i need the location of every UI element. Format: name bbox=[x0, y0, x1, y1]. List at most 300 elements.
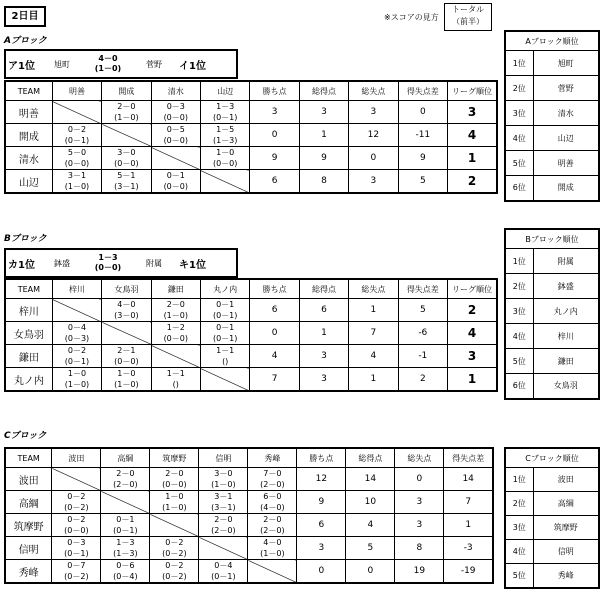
match-score-cell bbox=[52, 147, 101, 170]
match-score-cell bbox=[200, 299, 249, 322]
match-total: 0－4 bbox=[214, 561, 233, 570]
match-score-cell bbox=[52, 368, 101, 392]
team-name: 高綱 bbox=[5, 491, 52, 514]
stat-ga: 19 bbox=[395, 560, 444, 584]
match-half: (0－0) bbox=[163, 334, 188, 343]
standings-team: 鉢盛 bbox=[533, 274, 599, 299]
match-score-cell bbox=[199, 468, 248, 491]
match-total: 1－1 bbox=[216, 346, 235, 355]
match-score-cell bbox=[101, 514, 150, 537]
match-half: (1－0) bbox=[114, 113, 139, 122]
block-a-final bbox=[4, 49, 238, 79]
self-match-cell bbox=[102, 322, 151, 345]
team-name: 秀峰 bbox=[5, 560, 52, 584]
self-match-cell bbox=[151, 147, 200, 170]
a-final-team1: 旭町 bbox=[54, 59, 70, 69]
stat-pts: 3 bbox=[297, 537, 346, 560]
match-score-cell bbox=[101, 560, 150, 584]
match-score-cell bbox=[52, 491, 101, 514]
stat-gd: 5 bbox=[398, 170, 447, 194]
standings-team: 丸ノ内 bbox=[533, 299, 599, 324]
league-rank: 4 bbox=[448, 322, 497, 345]
a-header-4: 山辺 bbox=[200, 81, 249, 101]
match-total: 0－6 bbox=[116, 561, 135, 570]
match-half: (0－0) bbox=[163, 182, 188, 191]
a-header-0: TEAM bbox=[5, 81, 52, 101]
standings-team: 旭町 bbox=[533, 51, 599, 76]
stat-gd: -11 bbox=[398, 124, 447, 147]
standings-place: 2位 bbox=[505, 492, 533, 516]
match-total: 0－1 bbox=[216, 323, 235, 332]
stat-gf: 3 bbox=[299, 368, 348, 392]
self-match-cell bbox=[101, 491, 150, 514]
stat-gf: 0 bbox=[346, 560, 395, 584]
standings-row bbox=[505, 299, 599, 324]
stat-ga: 3 bbox=[395, 491, 444, 514]
stat-pts: 7 bbox=[250, 368, 299, 392]
self-match-cell bbox=[199, 537, 248, 560]
a-header-8: 得失点差 bbox=[398, 81, 447, 101]
match-half: (0－0) bbox=[162, 480, 187, 489]
stat-pts: 9 bbox=[250, 147, 299, 170]
stat-ga: 1 bbox=[349, 368, 398, 392]
stat-gf: 3 bbox=[299, 101, 348, 124]
table-row bbox=[5, 322, 497, 345]
match-total: 2－0 bbox=[165, 469, 184, 478]
a-pos1: ア1位 bbox=[8, 60, 35, 72]
match-score-cell bbox=[52, 124, 101, 147]
match-score-cell bbox=[248, 491, 297, 514]
match-half: (0－1) bbox=[212, 334, 238, 343]
match-total: 3－0 bbox=[214, 469, 233, 478]
match-half: () bbox=[172, 380, 179, 389]
match-half: (0－2) bbox=[64, 572, 89, 581]
match-total: 2－0 bbox=[116, 469, 135, 478]
league-rank: 4 bbox=[448, 124, 497, 147]
match-score-cell bbox=[199, 491, 248, 514]
score-note-total: トータル bbox=[452, 5, 484, 14]
self-match-cell bbox=[200, 170, 249, 194]
a-header-6: 総得点 bbox=[299, 81, 348, 101]
stat-pts: 0 bbox=[297, 560, 346, 584]
table-row bbox=[5, 468, 493, 491]
stat-ga: 3 bbox=[349, 101, 398, 124]
c-header-4: 信明 bbox=[199, 448, 248, 468]
stat-gf: 4 bbox=[346, 514, 395, 537]
stat-pts: 6 bbox=[250, 170, 299, 194]
score-note-half: （前半） bbox=[452, 17, 484, 26]
match-score-cell bbox=[102, 147, 151, 170]
match-total: 3－1 bbox=[67, 171, 87, 180]
match-half: (0－1) bbox=[64, 549, 89, 558]
table-row bbox=[5, 170, 497, 194]
standings-team: 信明 bbox=[533, 540, 599, 564]
match-total: 1－0 bbox=[67, 369, 87, 378]
block-a-title: Aブロック bbox=[4, 36, 47, 46]
table-row bbox=[5, 124, 497, 147]
team-name: 開成 bbox=[5, 124, 52, 147]
standings-row bbox=[505, 126, 599, 151]
match-total: 1－2 bbox=[166, 323, 185, 332]
table-row bbox=[5, 368, 497, 392]
match-half: (1－0) bbox=[114, 380, 139, 389]
score-note: ※スコアの見方 bbox=[384, 13, 439, 22]
standings-team: 高綱 bbox=[533, 492, 599, 516]
stat-gf: 1 bbox=[299, 124, 348, 147]
stat-gf: 3 bbox=[299, 345, 348, 368]
match-half: () bbox=[222, 357, 229, 366]
match-score-cell bbox=[102, 101, 151, 124]
stat-ga: 7 bbox=[349, 322, 398, 345]
match-score-cell bbox=[52, 560, 101, 584]
standings-place: 5位 bbox=[505, 564, 533, 589]
match-score-cell bbox=[102, 170, 151, 194]
self-match-cell bbox=[102, 124, 151, 147]
stat-pts: 3 bbox=[250, 101, 299, 124]
standings-place: 6位 bbox=[505, 374, 533, 399]
match-half: (0－0) bbox=[64, 159, 90, 168]
match-score-cell bbox=[248, 468, 297, 491]
b-header-0: TEAM bbox=[5, 279, 52, 299]
table-row bbox=[5, 560, 493, 584]
match-half: (1－0) bbox=[163, 311, 188, 320]
self-match-cell bbox=[151, 345, 200, 368]
match-score-cell bbox=[150, 537, 199, 560]
block-b-final bbox=[4, 248, 238, 278]
standings-row bbox=[505, 76, 599, 101]
a-final-team2: 菅野 bbox=[146, 59, 162, 69]
standings-team: 明善 bbox=[533, 151, 599, 176]
stat-gf: 5 bbox=[346, 537, 395, 560]
match-total: 0－7 bbox=[67, 561, 86, 570]
match-score-cell bbox=[102, 368, 151, 392]
match-half: (3－1) bbox=[114, 182, 139, 191]
stat-ga: 4 bbox=[349, 345, 398, 368]
team-name: 梓川 bbox=[5, 299, 52, 322]
self-match-cell bbox=[200, 368, 249, 392]
standings-title: Cブロック順位 bbox=[505, 448, 599, 468]
c-header-8: 総失点 bbox=[395, 448, 444, 468]
match-score-cell bbox=[102, 345, 151, 368]
b-pos2: キ1位 bbox=[179, 259, 206, 271]
match-total: 3－0 bbox=[117, 148, 136, 157]
match-total: 6－0 bbox=[263, 492, 282, 501]
standings-place: 4位 bbox=[505, 324, 533, 349]
match-half: (1－0) bbox=[64, 380, 90, 389]
block-b-standings bbox=[504, 228, 600, 400]
table-row bbox=[5, 345, 497, 368]
match-score-cell bbox=[52, 514, 101, 537]
match-half: (0－0) bbox=[114, 159, 139, 168]
match-score-cell bbox=[248, 514, 297, 537]
standings-row bbox=[505, 274, 599, 299]
standings-team: 山辺 bbox=[533, 126, 599, 151]
standings-place: 3位 bbox=[505, 516, 533, 540]
match-score-cell bbox=[52, 537, 101, 560]
stat-ga: 0 bbox=[395, 468, 444, 491]
match-half: (0－1) bbox=[113, 526, 138, 535]
standings-place: 1位 bbox=[505, 468, 533, 492]
standings-team: 筑摩野 bbox=[533, 516, 599, 540]
c-header-3: 筑摩野 bbox=[150, 448, 199, 468]
match-half: (2－0) bbox=[260, 526, 285, 535]
standings-place: 5位 bbox=[505, 151, 533, 176]
standings-title: Aブロック順位 bbox=[505, 31, 599, 51]
c-header-5: 秀峰 bbox=[248, 448, 297, 468]
match-half: (1－0) bbox=[260, 549, 285, 558]
team-name: 波田 bbox=[5, 468, 52, 491]
standings-place: 1位 bbox=[505, 51, 533, 76]
match-total: 0－2 bbox=[165, 538, 184, 547]
stat-ga: 3 bbox=[349, 170, 398, 194]
match-total: 4－0 bbox=[117, 300, 136, 309]
match-score-cell bbox=[150, 468, 199, 491]
stat-gd: -19 bbox=[444, 560, 493, 584]
match-total: 2－0 bbox=[166, 300, 185, 309]
c-header-6: 勝ち点 bbox=[297, 448, 346, 468]
c-header-7: 総得点 bbox=[346, 448, 395, 468]
stat-ga: 12 bbox=[349, 124, 398, 147]
match-score-cell bbox=[200, 147, 249, 170]
stat-pts: 4 bbox=[250, 345, 299, 368]
standings-row bbox=[505, 51, 599, 76]
block-b-league-table bbox=[4, 278, 498, 392]
match-score-cell bbox=[52, 322, 101, 345]
match-half: (0－2) bbox=[162, 572, 187, 581]
self-match-cell bbox=[52, 101, 101, 124]
self-match-cell bbox=[248, 560, 297, 584]
table-row bbox=[5, 147, 497, 170]
match-half: (2－0) bbox=[211, 526, 236, 535]
standings-team: 附属 bbox=[533, 249, 599, 274]
match-half: (4－0) bbox=[260, 503, 285, 512]
stat-gd: 0 bbox=[398, 101, 447, 124]
standings-row bbox=[505, 151, 599, 176]
match-half: (0－0) bbox=[114, 357, 139, 366]
match-half: (0－1) bbox=[212, 311, 238, 320]
b-final-team1: 鉢盛 bbox=[54, 258, 70, 268]
stat-gd: 5 bbox=[398, 299, 447, 322]
team-name: 鎌田 bbox=[5, 345, 52, 368]
a-header-9: リーグ順位 bbox=[448, 81, 497, 101]
b-header-9: リーグ順位 bbox=[448, 279, 497, 299]
match-total: 1－3 bbox=[116, 538, 135, 547]
block-c-title: Cブロック bbox=[4, 431, 47, 441]
match-total: 0－4 bbox=[67, 323, 87, 332]
block-c-standings bbox=[504, 447, 600, 589]
stat-pts: 9 bbox=[297, 491, 346, 514]
match-total: 7－0 bbox=[263, 469, 282, 478]
league-rank: 1 bbox=[448, 147, 497, 170]
team-name: 女鳥羽 bbox=[5, 322, 52, 345]
standings-place: 4位 bbox=[505, 540, 533, 564]
stat-pts: 0 bbox=[250, 322, 299, 345]
standings-row bbox=[505, 374, 599, 399]
stat-ga: 8 bbox=[395, 537, 444, 560]
b-header-2: 女鳥羽 bbox=[102, 279, 151, 299]
day-label: 2日目 bbox=[4, 6, 46, 27]
match-score-cell bbox=[200, 322, 249, 345]
c-header-0: TEAM bbox=[5, 448, 52, 468]
standings-place: 5位 bbox=[505, 349, 533, 374]
b-header-3: 鎌田 bbox=[151, 279, 200, 299]
match-half: (1－3) bbox=[113, 549, 138, 558]
standings-place: 2位 bbox=[505, 274, 533, 299]
a-header-2: 開成 bbox=[102, 81, 151, 101]
match-score-cell bbox=[52, 170, 101, 194]
match-score-cell bbox=[102, 299, 151, 322]
c-header-2: 高綱 bbox=[101, 448, 150, 468]
match-half: (0－1) bbox=[212, 113, 238, 122]
standings-team: 開成 bbox=[533, 176, 599, 201]
match-score-cell bbox=[151, 124, 200, 147]
table-row bbox=[5, 537, 493, 560]
standings-place: 3位 bbox=[505, 101, 533, 126]
a-pos2: イ1位 bbox=[179, 60, 206, 72]
match-half: (1－0) bbox=[162, 503, 187, 512]
a-header-5: 勝ち点 bbox=[250, 81, 299, 101]
stat-gf: 1 bbox=[299, 322, 348, 345]
match-total: 5－1 bbox=[117, 171, 136, 180]
match-total: 0－1 bbox=[116, 515, 135, 524]
match-total: 0－5 bbox=[166, 125, 185, 134]
match-half: (1－3) bbox=[212, 136, 238, 145]
match-score-cell bbox=[248, 537, 297, 560]
standings-row bbox=[505, 349, 599, 374]
stat-ga: 3 bbox=[395, 514, 444, 537]
team-name: 明善 bbox=[5, 101, 52, 124]
match-score-cell bbox=[151, 170, 200, 194]
stat-gd: -6 bbox=[398, 322, 447, 345]
block-c-league-table bbox=[4, 447, 494, 584]
standings-row bbox=[505, 324, 599, 349]
match-half: (2－0) bbox=[260, 480, 285, 489]
standings-place: 4位 bbox=[505, 126, 533, 151]
match-total: 1－5 bbox=[216, 125, 235, 134]
b-header-8: 得失点差 bbox=[398, 279, 447, 299]
match-total: 0－2 bbox=[67, 346, 87, 355]
a-header-7: 総失点 bbox=[349, 81, 398, 101]
c-header-9: 得失点差 bbox=[444, 448, 493, 468]
standings-team: 女鳥羽 bbox=[533, 374, 599, 399]
match-total: 0－3 bbox=[67, 538, 86, 547]
stat-pts: 6 bbox=[250, 299, 299, 322]
match-half: (0－0) bbox=[163, 136, 188, 145]
stat-gf: 6 bbox=[299, 299, 348, 322]
b-header-4: 丸ノ内 bbox=[200, 279, 249, 299]
match-total: 1－0 bbox=[216, 148, 235, 157]
standings-place: 1位 bbox=[505, 249, 533, 274]
match-half: (0－1) bbox=[211, 572, 236, 581]
b-final-team2: 附属 bbox=[146, 258, 162, 268]
league-rank: 3 bbox=[448, 345, 497, 368]
block-a-standings bbox=[504, 30, 600, 202]
stat-pts: 0 bbox=[250, 124, 299, 147]
league-rank: 1 bbox=[448, 368, 497, 392]
match-half: (3－0) bbox=[114, 311, 139, 320]
standings-row bbox=[505, 249, 599, 274]
match-score-cell bbox=[150, 491, 199, 514]
match-score-cell bbox=[199, 514, 248, 537]
team-name: 山辺 bbox=[5, 170, 52, 194]
standings-row bbox=[505, 468, 599, 492]
standings-team: 菅野 bbox=[533, 76, 599, 101]
stat-gd: 7 bbox=[444, 491, 493, 514]
b-header-6: 総得点 bbox=[299, 279, 348, 299]
score-note-box bbox=[444, 3, 492, 31]
stat-gf: 8 bbox=[299, 170, 348, 194]
match-total: 1－0 bbox=[117, 369, 136, 378]
stat-ga: 0 bbox=[349, 147, 398, 170]
match-half: (0－1) bbox=[64, 357, 90, 366]
match-score-cell bbox=[200, 345, 249, 368]
match-half: (0－1) bbox=[64, 136, 90, 145]
standings-team: 清水 bbox=[533, 101, 599, 126]
stat-gd: 9 bbox=[398, 147, 447, 170]
match-total: 0－2 bbox=[67, 515, 86, 524]
a-final-score: 4－0 (1－0) bbox=[94, 54, 122, 73]
match-total: 0－3 bbox=[166, 102, 185, 111]
match-half: (0－2) bbox=[162, 549, 187, 558]
self-match-cell bbox=[150, 514, 199, 537]
standings-team: 鎌田 bbox=[533, 349, 599, 374]
match-score-cell bbox=[200, 101, 249, 124]
self-match-cell bbox=[52, 468, 101, 491]
stat-gd: 14 bbox=[444, 468, 493, 491]
standings-place: 2位 bbox=[505, 76, 533, 101]
standings-row bbox=[505, 176, 599, 201]
standings-row bbox=[505, 540, 599, 564]
standings-row bbox=[505, 101, 599, 126]
stat-gd: -1 bbox=[398, 345, 447, 368]
stat-ga: 1 bbox=[349, 299, 398, 322]
match-total: 1－0 bbox=[165, 492, 184, 501]
standings-row bbox=[505, 564, 599, 589]
table-row bbox=[5, 101, 497, 124]
standings-team: 波田 bbox=[533, 468, 599, 492]
table-row bbox=[5, 299, 497, 322]
team-name: 筑摩野 bbox=[5, 514, 52, 537]
match-total: 4－0 bbox=[263, 538, 282, 547]
block-b-title: Bブロック bbox=[4, 234, 47, 244]
stat-gd: 1 bbox=[444, 514, 493, 537]
standings-row bbox=[505, 492, 599, 516]
stat-gf: 10 bbox=[346, 491, 395, 514]
match-score-cell bbox=[52, 345, 101, 368]
match-half: (0－0) bbox=[64, 526, 89, 535]
stat-gd: 2 bbox=[398, 368, 447, 392]
standings-team: 秀峰 bbox=[533, 564, 599, 589]
match-total: 0－1 bbox=[166, 171, 185, 180]
standings-team: 梓川 bbox=[533, 324, 599, 349]
match-total: 0－2 bbox=[67, 125, 87, 134]
b-pos1: カ1位 bbox=[8, 259, 35, 271]
match-half: (0－0) bbox=[212, 159, 238, 168]
table-row bbox=[5, 491, 493, 514]
match-half: (0－2) bbox=[64, 503, 89, 512]
standings-title: Bブロック順位 bbox=[505, 229, 599, 249]
match-total: 3－1 bbox=[214, 492, 233, 501]
c-header-1: 波田 bbox=[52, 448, 101, 468]
match-score-cell bbox=[101, 537, 150, 560]
match-score-cell bbox=[151, 299, 200, 322]
b-header-1: 梓川 bbox=[52, 279, 101, 299]
match-score-cell bbox=[150, 560, 199, 584]
block-a-league-table bbox=[4, 80, 498, 194]
team-name: 丸ノ内 bbox=[5, 368, 52, 392]
standings-place: 3位 bbox=[505, 299, 533, 324]
self-match-cell bbox=[52, 299, 101, 322]
